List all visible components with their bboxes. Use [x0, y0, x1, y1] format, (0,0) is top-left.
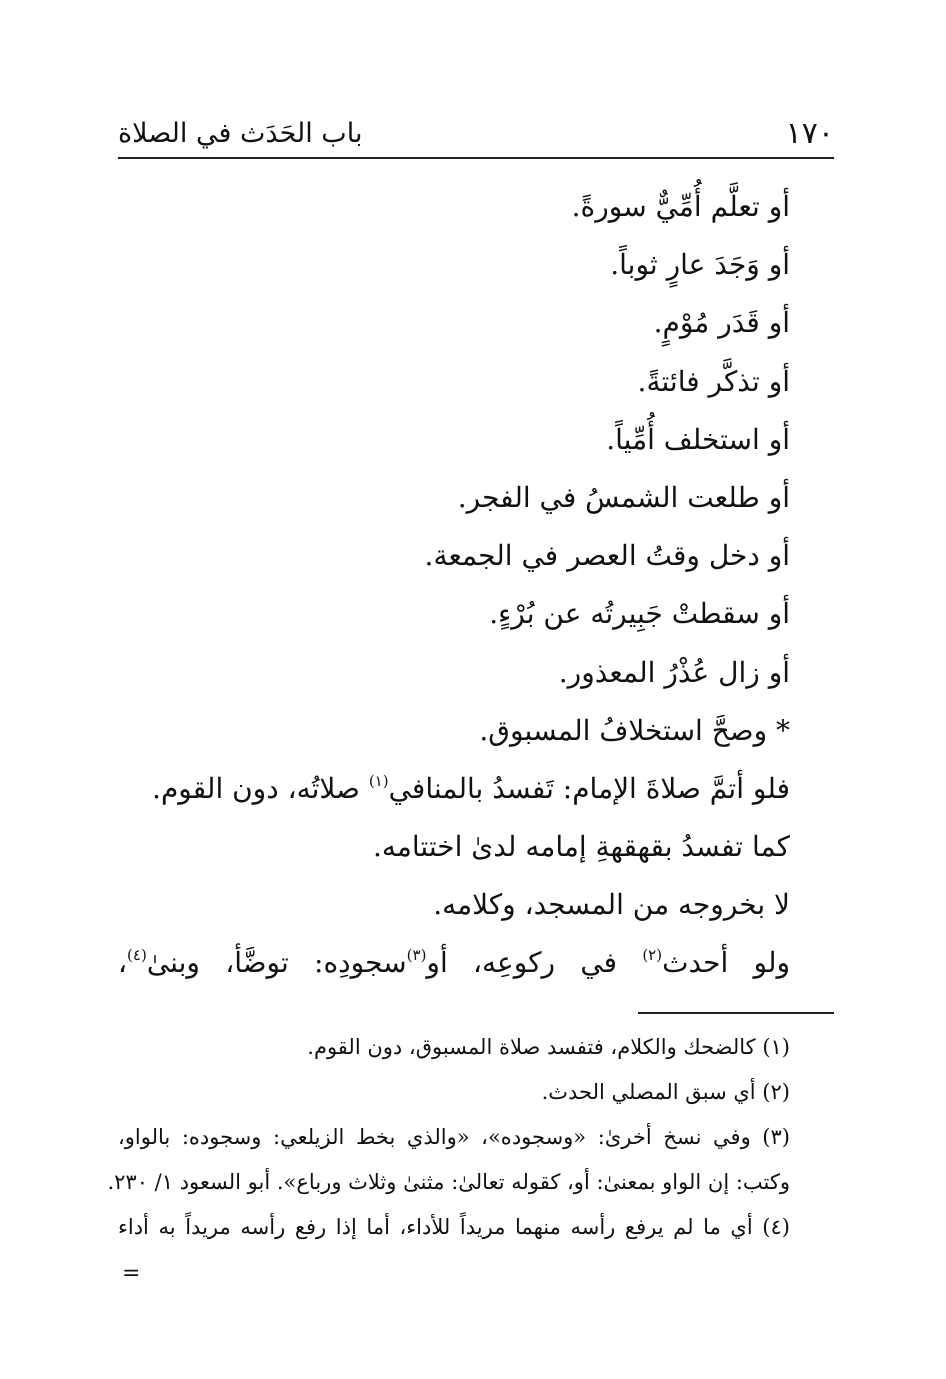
footnote-continuation: وكتب: إن الواو بمعنىٰ: أو، كقوله تعالىٰ: مثنىٰ وثلاث ورباع». أبو السعود ١/ ٢٣٠.: [107, 1170, 790, 1194]
footnote-ref[interactable]: (٣): [406, 946, 427, 965]
footnotes: [107, 1025, 790, 1250]
section-marker-line: * وصحَّ استخلافُ المسبوق.: [479, 713, 790, 747]
main-text: [118, 178, 790, 993]
text-line: كما تفسدُ بقهقهةِ إمامه لدىٰ اختتامه.: [372, 830, 790, 864]
text-segment: صلاتُه، دون القوم.: [152, 771, 369, 805]
text-line: أو دخل وقتُ العصر في الجمعة.: [424, 539, 790, 573]
text-line: أو قَدَر مُوْمٍ.: [653, 306, 790, 340]
text-segment: سجودِه: توضَّأ، وبنىٰ: [146, 946, 407, 980]
text-line: أو زال عُذْرُ المعذور.: [558, 655, 790, 689]
text-line: أو وَجَدَ عارٍ ثوباً.: [610, 248, 790, 282]
footnote: (٢) أي سبق المصلي الحدث.: [541, 1080, 790, 1104]
page-number: ١٧٠: [785, 116, 834, 151]
text-segment: في ركوعِه، أو: [426, 946, 643, 980]
footnote: (٣) وفي نسخ أخرىٰ: «وسجوده»، «والذي بخط الزيلعي: وسجوده: بالواو،: [118, 1125, 790, 1149]
running-title: باب الحَدَث في الصلاة: [118, 118, 363, 149]
continuation-mark: =: [122, 1261, 141, 1286]
text-line: أو تذكَّر فائتةً.: [637, 364, 790, 398]
footnote: (٤) أي ما لم يرفع رأسه منهما مريداً للأداء، أما إذا رفع رأسه مريداً به أداء: [118, 1215, 790, 1239]
text-line: [118, 760, 790, 818]
text-segment: ولو أحدث: [662, 946, 791, 980]
footnote-ref[interactable]: (٢): [642, 946, 663, 965]
text-line: أو سقطتْ جَبِيرتُه عن بُرْءٍ.: [489, 597, 790, 631]
text-line: أو طلعت الشمسُ في الفجر.: [457, 480, 790, 514]
footnote-ref[interactable]: (٤): [127, 946, 147, 965]
text-line: أو تعلَّم أُمِّيٌّ سورةً.: [571, 190, 790, 223]
text-line: أو استخلف أُمِّياً.: [606, 422, 790, 456]
page-header: [118, 108, 834, 158]
text-line: [118, 934, 790, 992]
footnote-ref[interactable]: (١): [368, 771, 389, 790]
header-rule: [118, 157, 834, 159]
footnote-rule: [638, 1012, 834, 1014]
text-segment: فلو أتمَّ صلاةَ الإمام: تَفسدُ بالمنافي: [388, 771, 790, 805]
text-line: لا بخروجه من المسجد، وكلامه.: [433, 888, 790, 922]
footnote: (١) كالضحك والكلام، فتفسد صلاة المسبوق، دون القوم.: [307, 1035, 790, 1059]
text-segment: ،: [118, 946, 128, 980]
